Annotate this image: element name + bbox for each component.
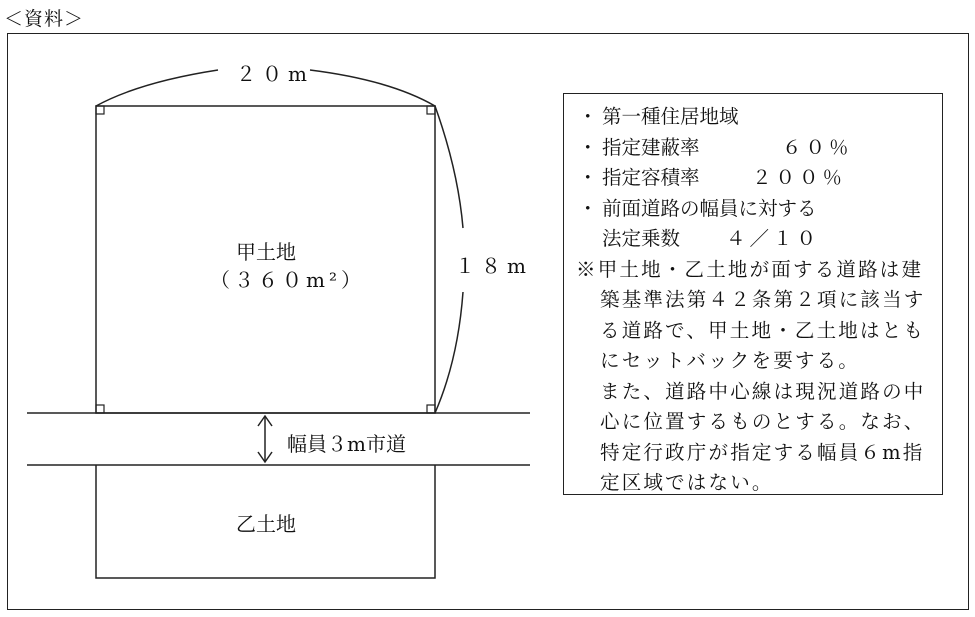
corner-mark (96, 106, 104, 114)
bullet: ・ (578, 135, 598, 159)
condition-item (576, 133, 932, 164)
width-label: ２０m (236, 62, 313, 86)
depth-dimension-arc-top (435, 106, 463, 228)
note-paragraph (576, 255, 932, 377)
note-mark: ※ (576, 257, 598, 281)
condition-value: ６０％ (782, 135, 853, 159)
ratio-row (576, 224, 932, 255)
condition-value: ２００％ (752, 166, 847, 189)
ratio-label: 法定乗数 (602, 227, 681, 250)
lot-a-area: （３６０m²） (210, 268, 365, 292)
note-text: 甲土地・乙土地が面する道路は建築基準法第４２条第２項に該当する道路で、甲土地・乙土地はともにセットバックを要する。 (597, 257, 926, 372)
bullet: ・ (578, 105, 598, 128)
width-dimension-arc-left (96, 70, 218, 106)
width-dimension-arc-right (310, 70, 435, 106)
bullet: ・ (578, 196, 598, 220)
ratio-value: ４／１０ (726, 227, 821, 250)
condition-label: 前面道路の幅員に対する (602, 196, 817, 220)
condition-item (576, 163, 932, 194)
corner-mark (427, 106, 435, 114)
condition-label: 指定容積率 (602, 166, 700, 189)
corner-mark (96, 405, 104, 413)
road-label: 幅員３m市道 (287, 432, 406, 456)
conditions-box (563, 93, 943, 495)
condition-label: 指定建蔽率 (602, 135, 700, 159)
corner-mark (427, 405, 435, 413)
lot-a-name: 甲土地 (236, 240, 296, 264)
condition-item (576, 194, 932, 225)
condition-item (576, 102, 932, 133)
bullet: ・ (578, 166, 598, 189)
condition-label: 第一種住居地域 (602, 105, 739, 128)
note-paragraph-2: また、道路中心線は現況道路の中心に位置するものとする。なお、特定行政庁が指定する幅員６m指定区域ではない。 (600, 379, 926, 494)
lot-b-name: 乙土地 (236, 512, 296, 536)
depth-label: １８m (455, 254, 532, 278)
depth-dimension-arc-bottom (435, 292, 463, 413)
caption: ＜資料＞ (4, 8, 85, 30)
